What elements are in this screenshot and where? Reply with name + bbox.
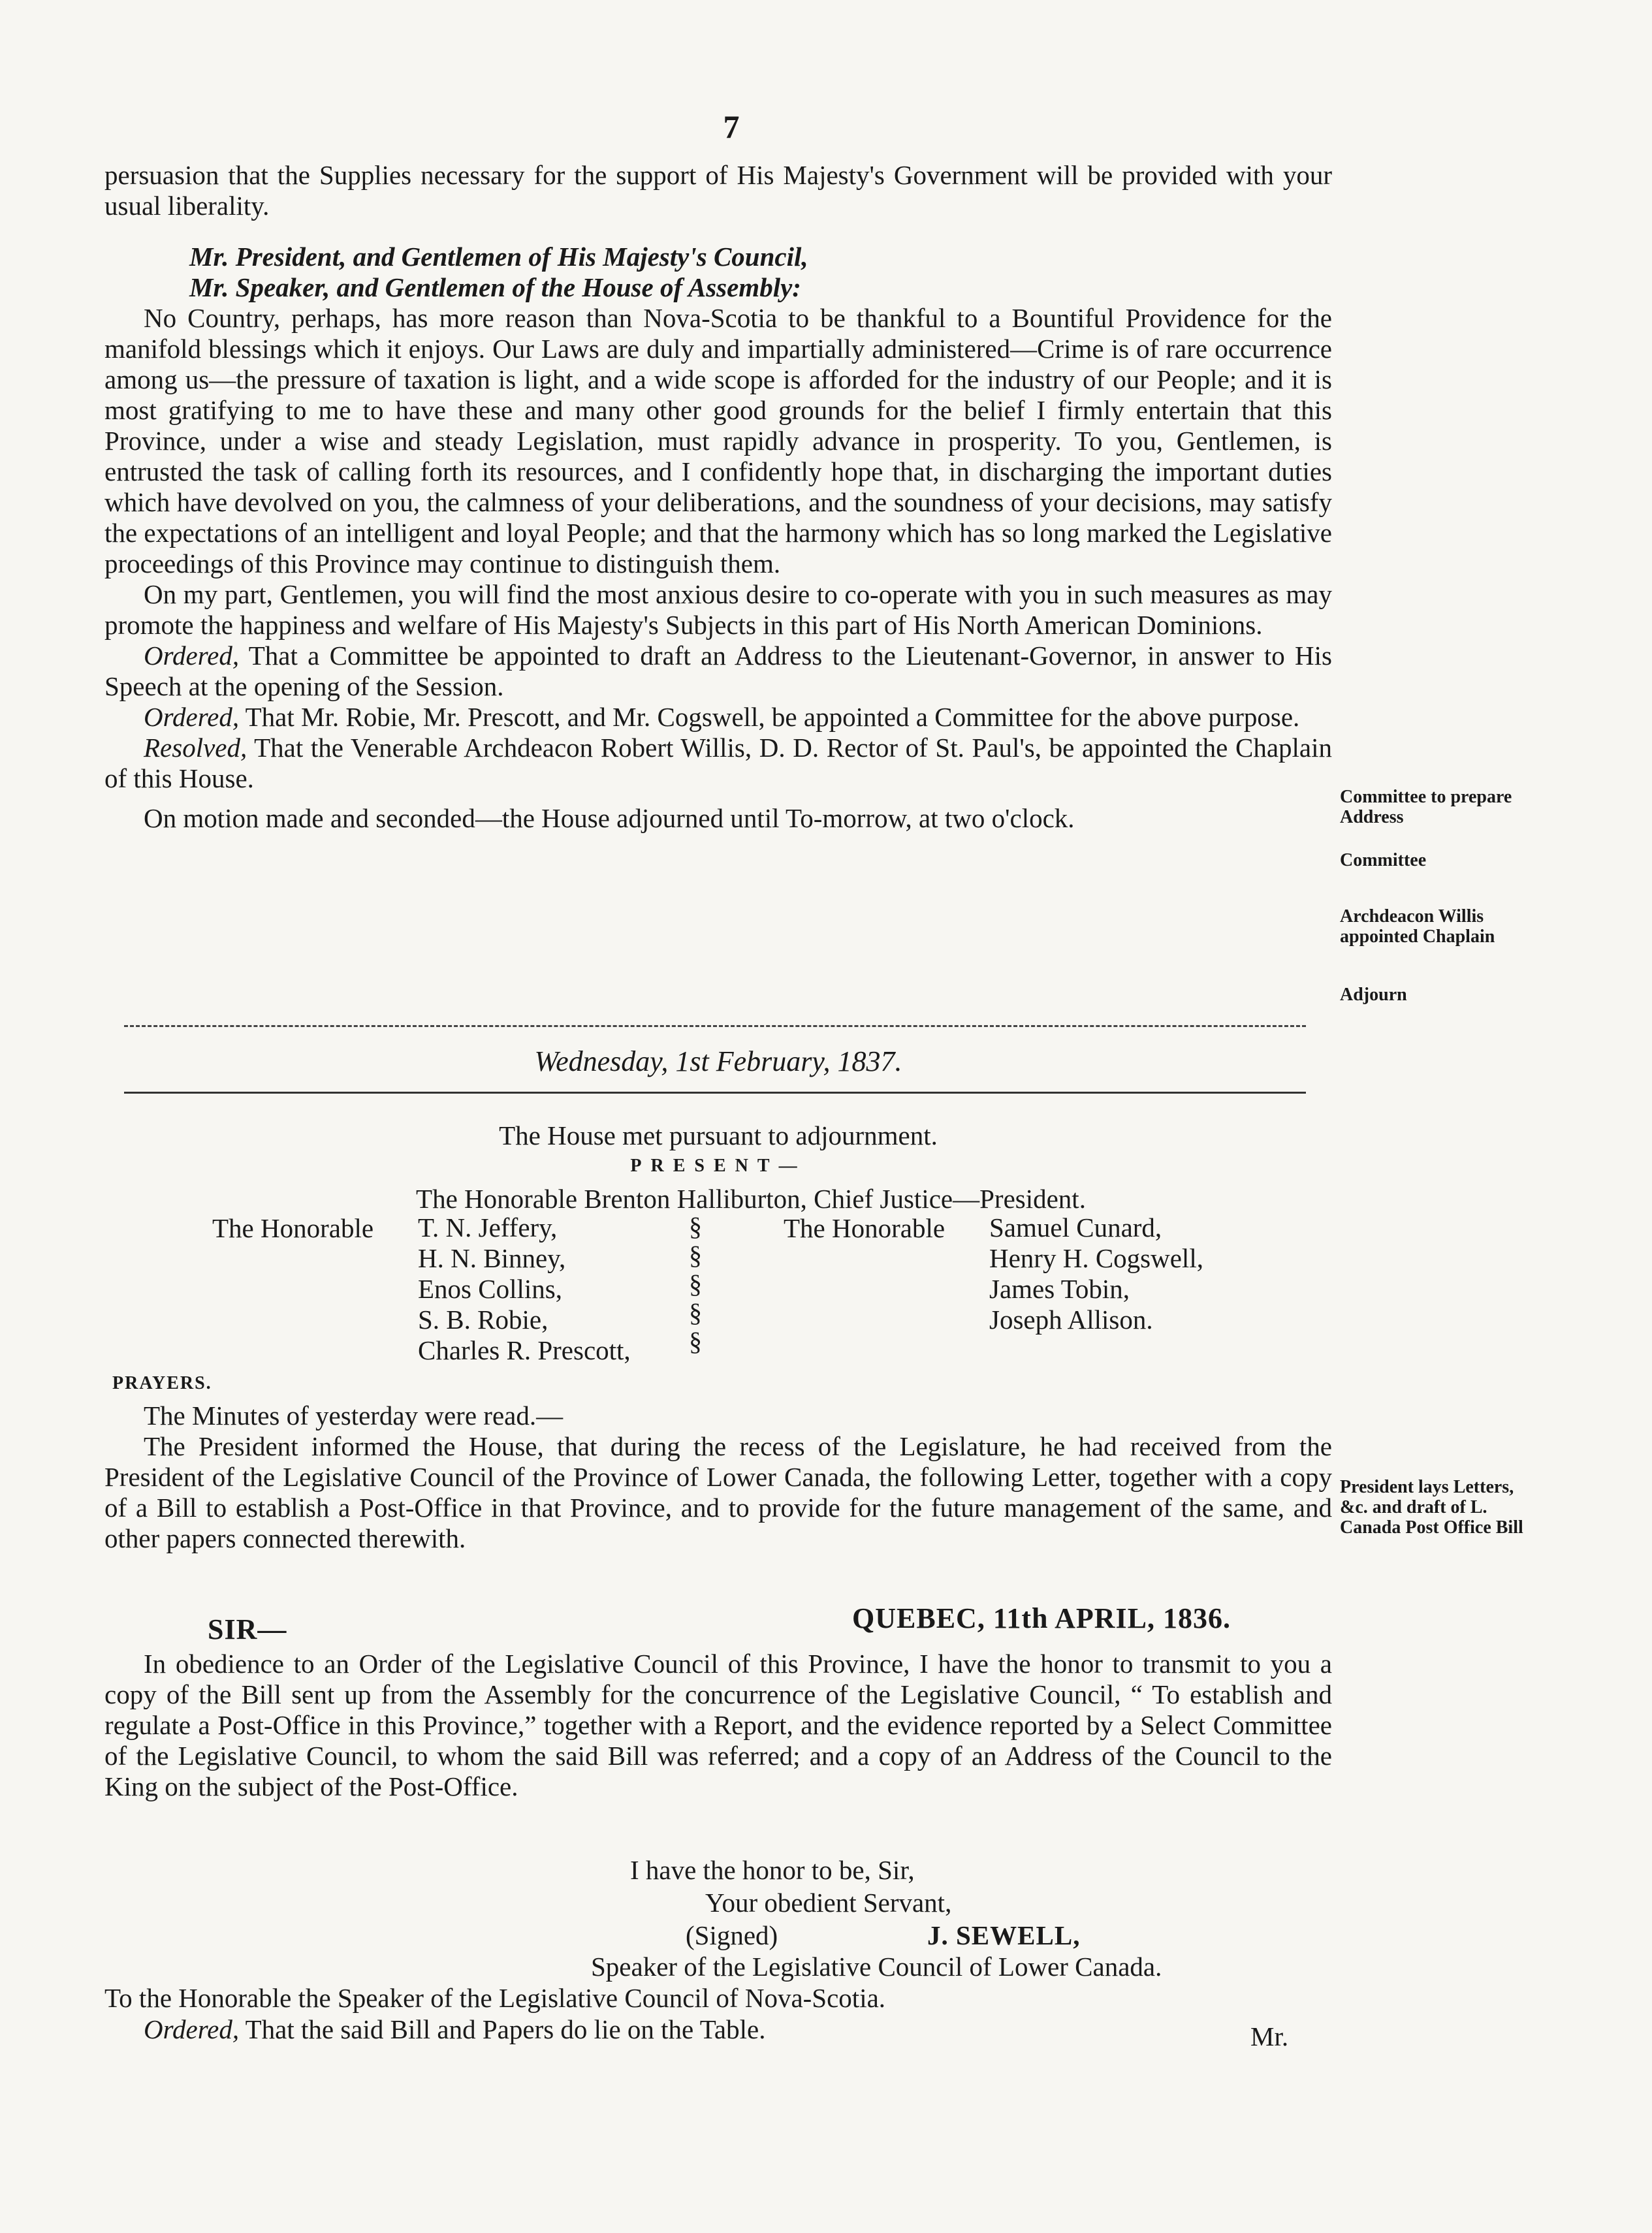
closing-servant: Your obedient Servant, [705,1888,952,1918]
letter-body: In obedience to an Order of the Legislative Council of this Province, I have the honor to transmit to you a copy of the Bill sent up from the Assembly for the concurrence of the Legislative Council, “ To establish and regulate a Post-Office in this Province,” together with a Report, and the evidence reported by a Select Committee of the Legislative Council, to whom the said Bill was referred; and a copy of an Address of the Council to the King on the subject of the Post-Office. [104,1649,1332,1801]
signed-label: (Signed) [686,1920,778,1950]
catchword: Mr. [1250,2021,1289,2051]
brace-separator: § § § § § [689,1212,702,1356]
president-line: The Honorable Brenton Halliburton, Chief Justice—President. [416,1184,1086,1214]
members-right-prefix: The Honorable [784,1213,945,1243]
margin-note-archdeacon: Archdeacon Willis appointed Chaplain [1340,906,1495,947]
letter-salutation: SIR— [208,1613,287,1645]
page-number: 7 [723,108,740,145]
address-assembly: Mr. Speaker, and Gentlemen of the House of Assembly: [189,272,801,302]
member-name: Joseph Allison. [989,1305,1153,1335]
ordered-lead: Ordered, [144,702,240,732]
ordered-committee-address: Ordered, That a Committee be appointed to draft an Address to the Lieutenant-Governor, in answer to His Speech at the opening of the Session. [104,641,1332,701]
member-name: Enos Collins, [418,1274,562,1304]
speech-address-block [104,242,1332,834]
speech-closing-paragraph [104,160,1332,221]
ordered-lie-on-table: Ordered, That the said Bill and Papers do lie on the Table. [144,2014,766,2044]
member-name: H. N. Binney, [418,1243,566,1273]
margin-note-adjourn: Adjourn [1340,985,1407,1005]
resolved-chaplain: Resolved, That the Venerable Archdeacon Robert Willis, D. D. Rector of St. Paul's, be appointed the Chaplain of this House. [104,733,1332,793]
house-met: The House met pursuant to adjournment. [499,1120,938,1150]
closing-honor: I have the honor to be, Sir, [630,1855,915,1885]
members-right-list [989,1212,1203,1335]
para-supplies: persuasion that the Supplies necessary for the support of His Majesty's Government will be provided with your usual liberality. [104,160,1332,221]
resolved-lead: Resolved, [144,733,247,763]
signer-title: Speaker of the Legislative Council of Lower Canada. [591,1952,1162,1982]
date-heading: Wednesday, 1st February, 1837. [534,1045,902,1077]
margin-note-committee: Committee [1340,850,1427,870]
member-name: Samuel Cunard, [989,1212,1162,1243]
ordered-committee-members: Ordered, That Mr. Robie, Mr. Prescott, and Mr. Cogswell, be appointed a Committee for the above purpose. [144,702,1300,732]
signer-name: J. SEWELL, [927,1920,1081,1950]
divider-top [124,1025,1306,1027]
minutes-block [104,1401,1332,1554]
letter-place-date: QUEBEC, 11th APRIL, 1836. [852,1602,1231,1634]
member-name: James Tobin, [989,1274,1130,1304]
members-left-prefix: The Honorable [212,1213,374,1243]
letter-addressee: To the Honorable the Speaker of the Legislative Council of Nova-Scotia. [104,1983,886,2013]
para-nova-scotia: No Country, perhaps, has more reason than Nova-Scotia to be thankful to a Bountiful Providence for the manifold blessings which it enjoys. Our Laws are duly and impartially administered—Crime is of rare occurrence among us—the pressure of taxation is light, and a wide scope is afforded for the industry of our People; and it is most gratifying to me to have these and many other good grounds for the belief I firmly entertain that this Province, under a wise and steady Legislation, must rapidly advance in prosperity. To you, Gentlemen, is entrusted the task of calling forth its resources, and I confidently hope that, in discharging the important duties which have devolved on you, the calmness of your deliberations, and the soundness of your decisions, may satisfy the expectations of an intelligent and loyal People; and that the harmony which has so long marked the Legislative proceedings of this Province may continue to distinguish them. [104,303,1332,578]
president-informed: The President informed the House, that during the recess of the Legislature, he had received from the President of the Legislative Council of the Province of Lower Canada, the following Letter, together with a copy of a Bill to establish a Post-Office in that Province, and to provide for the future management of the same, and other papers connected therewith. [104,1431,1332,1553]
ordered-lead: Ordered, [144,641,240,671]
divider-bottom [124,1092,1306,1094]
minutes-read: The Minutes of yesterday were read.— [144,1401,564,1431]
adjourn-motion: On motion made and seconded—the House adjourned until To-morrow, at two o'clock. [144,803,1075,833]
member-name: Henry H. Cogswell, [989,1243,1203,1273]
member-name: S. B. Robie, [418,1305,548,1335]
members-left-list [418,1212,631,1366]
prayers-label: PRAYERS. [112,1373,212,1393]
margin-note-committee-prepare: Committee to prepare Address [1340,787,1512,827]
para-cooperate: On my part, Gentlemen, you will find the most anxious desire to co-operate with you in such measures as may promote the happiness and welfare of His Majesty's Subjects in this part of His North American Dominions. [104,579,1332,640]
margin-note-president-lays: President lays Letters, &c. and draft of L. Canada Post Office Bill [1340,1477,1523,1538]
address-council: Mr. President, and Gentlemen of His Majesty's Council, [189,242,808,272]
present-label: PRESENT— [630,1156,806,1176]
member-name: T. N. Jeffery, [418,1212,558,1243]
member-name: Charles R. Prescott, [418,1335,631,1365]
letter-body-block [104,1649,1332,1802]
ordered-lead: Ordered, [144,2014,240,2044]
